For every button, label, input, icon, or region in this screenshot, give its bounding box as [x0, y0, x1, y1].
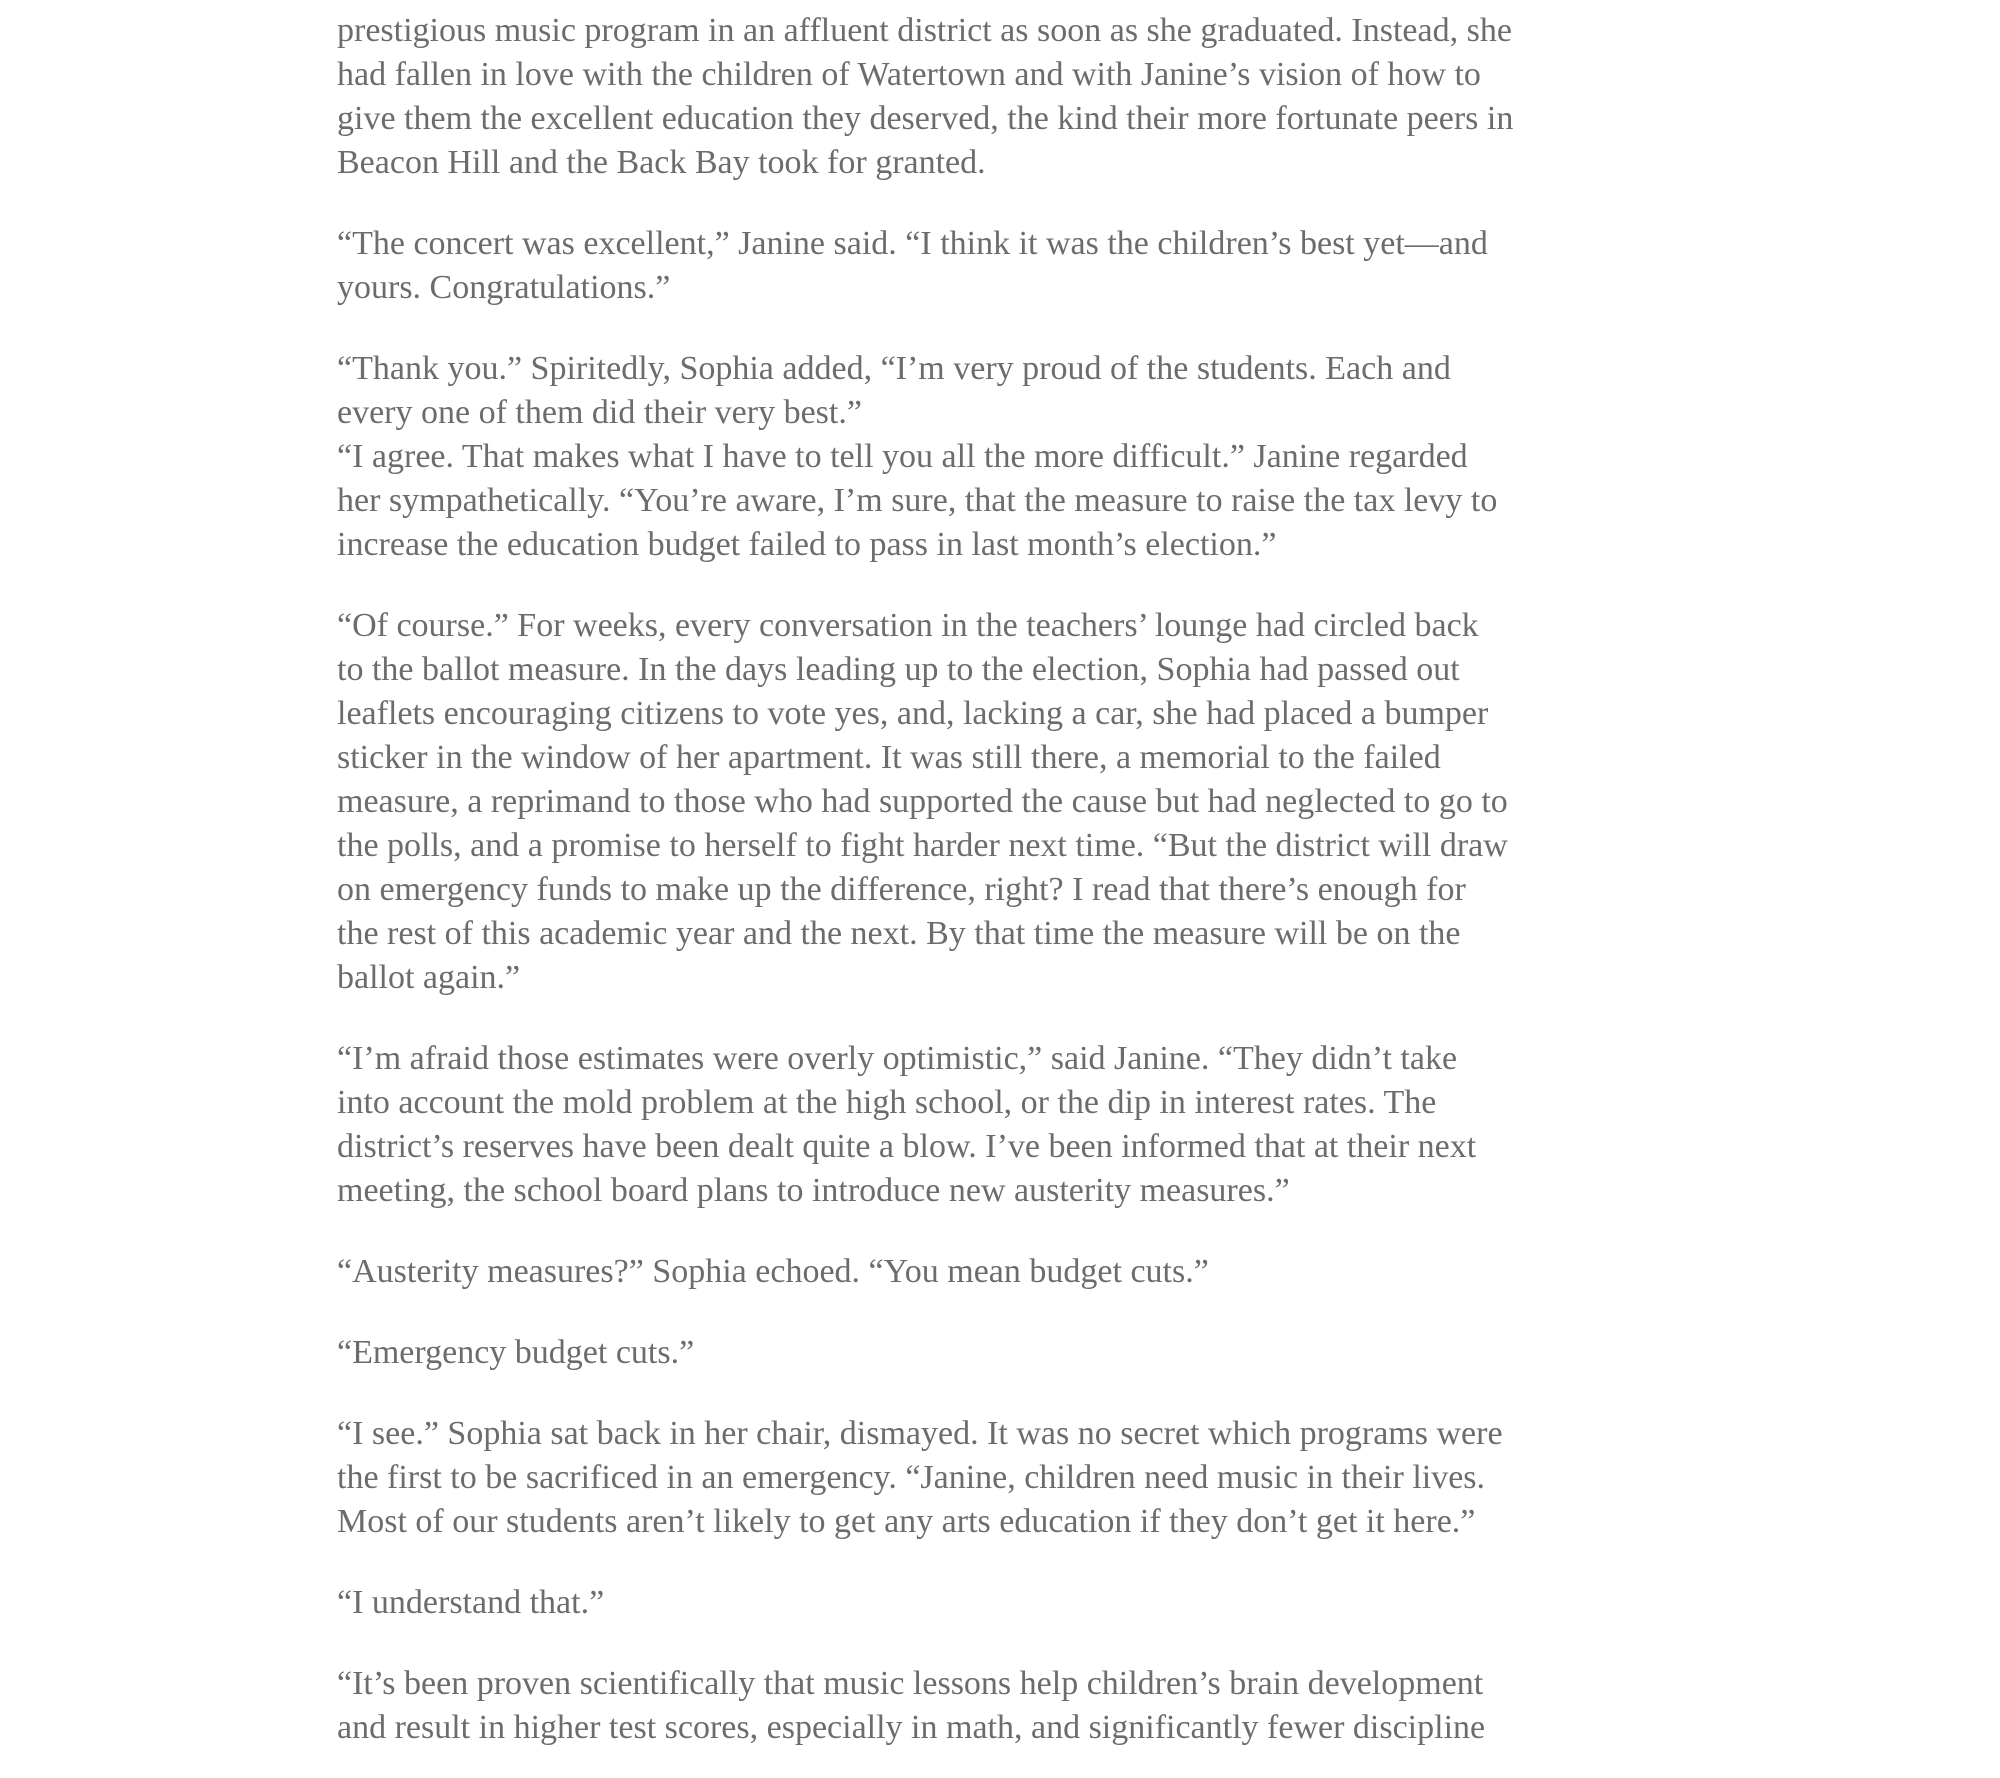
paragraph-9: “I understand that.”	[337, 1584, 605, 1621]
paragraph-3: “Thank you.” Spiritedly, Sophia added, “I’m very proud of the students. Each and every one of them did their very best.” “I agree. That makes what I have to tell you all the more difficult.” Janine regarded her sympathetically. “You’re aware, I’m sure, that the measure to raise the tax levy to increase the education budget failed to pass in last month’s election.”	[337, 350, 1498, 563]
paragraph-7: “Emergency budget cuts.”	[337, 1334, 695, 1371]
paragraph-2: “The concert was excellent,” Janine said. “I think it was the children’s best yet—and yours. Congratulations.”	[337, 225, 1488, 306]
paragraph-10: “It’s been proven scientifically that music lessons help children’s brain development and result in higher test scores, especially in math, and significantly fewer discipline	[337, 1665, 1486, 1746]
paragraph-8: “I see.” Sophia sat back in her chair, dismayed. It was no secret which programs were the first to be sacrificed in an emergency. “Janine, children need music in their lives. Most of our students aren’t likely to get any arts education if they don’t get it here.”	[337, 1415, 1503, 1540]
paragraph-4: “Of course.” For weeks, every conversation in the teachers’ lounge had circled back to the ballot measure. In the days leading up to the election, Sophia had passed out leaflets encouraging citizens to vote yes, and, lacking a car, she had placed a bumper sticker in the window of her apartment. It was still there, a memorial to the failed measure, a reprimand to those who had supported the cause but had neglected to go to the polls, and a promise to herself to fight harder next time. “But the district will draw on emergency funds to make up the difference, right? I read that there’s enough for the rest of this academic year and the next. By that time the measure will be on the ballot again.”	[337, 607, 1508, 996]
paragraph-1: prestigious music program in an affluent district as soon as she graduated. Instead, she had fallen in love with the children of Watertown and with Janine’s vision of how to give them the excellent education they deserved, the kind their more fortunate peers in Beacon Hill and the Back Bay took for granted.	[337, 12, 1514, 181]
paragraph-5: “I’m afraid those estimates were overly optimistic,” said Janine. “They didn’t take into account the mold problem at the high school, or the dip in interest rates. The district’s reserves have been dealt quite a blow. I’ve been informed that at their next meeting, the school board plans to introduce new austerity measures.”	[337, 1040, 1477, 1209]
paragraph-6: “Austerity measures?” Sophia echoed. “You mean budget cuts.”	[337, 1253, 1209, 1290]
